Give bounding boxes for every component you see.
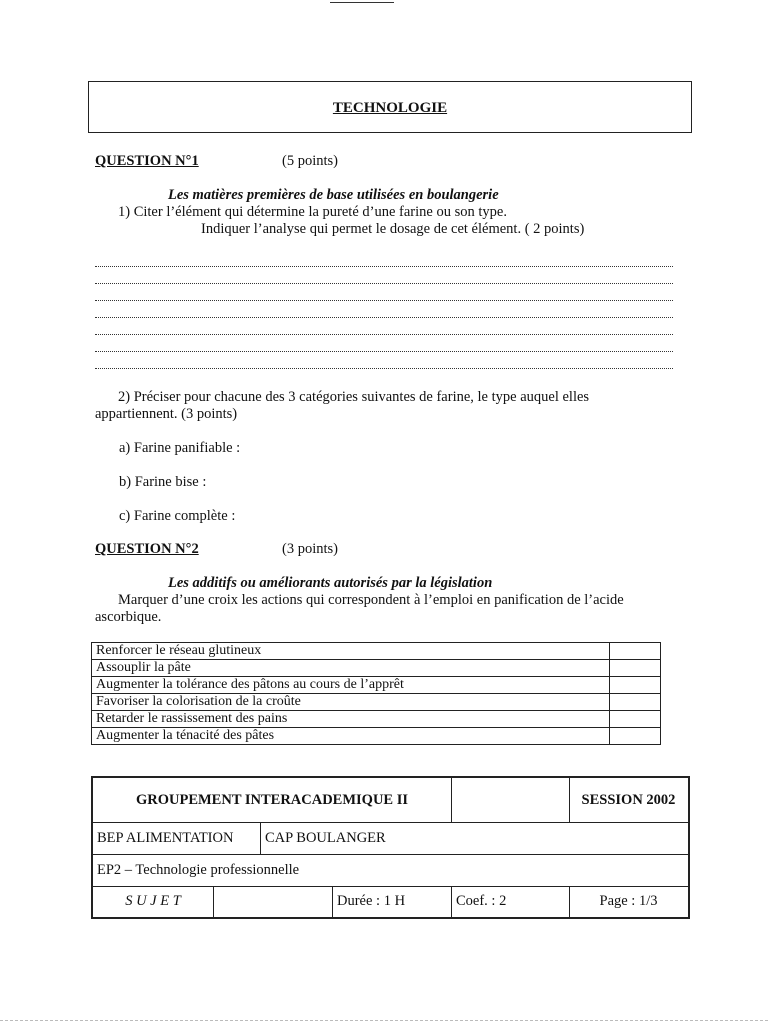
table-row — [92, 711, 661, 728]
answer-line — [95, 309, 673, 318]
exam-name-2: CAP BOULANGER — [265, 830, 386, 846]
table-row — [92, 728, 661, 745]
answer-line — [95, 343, 673, 352]
checkbox-cell[interactable] — [610, 711, 661, 728]
exam-name-1: BEP ALIMENTATION — [97, 830, 234, 846]
sujet-label: S U J E T — [125, 893, 181, 909]
question-1-item-2-line-2: appartiennent. (3 points) — [95, 406, 238, 422]
footer-row-1 — [93, 778, 688, 823]
table-row — [92, 643, 661, 660]
table-row — [92, 677, 661, 694]
table-row — [92, 660, 661, 677]
question-1-item-2-line-1: 2) Préciser pour chacune des 3 catégories suivantes de farine, le type auquel elles — [118, 389, 590, 405]
answer-line — [95, 275, 673, 284]
checkbox-cell[interactable] — [610, 694, 661, 711]
page-number: Page : 1/3 — [599, 893, 658, 909]
checkbox-cell[interactable] — [610, 660, 661, 677]
question-1-item-1-line-2: Indiquer l’analyse qui permet le dosage de cet élément. ( 2 points) — [201, 221, 585, 237]
question-2-label: QUESTION N°2 — [95, 541, 199, 557]
session-label: SESSION 2002 — [581, 792, 676, 808]
question-1-points: (5 points) — [282, 153, 338, 169]
checkbox-cell[interactable] — [610, 728, 661, 745]
answer-line — [95, 326, 673, 335]
page-title: TECHNOLOGIE — [332, 100, 448, 116]
checkbox-cell[interactable] — [610, 643, 661, 660]
duration: Durée : 1 H — [337, 893, 406, 909]
subject-name: EP2 – Technologie professionnelle — [97, 862, 300, 878]
action-label: Augmenter la tolérance des pâtons au cours de l’apprêt — [92, 677, 610, 694]
org-name: GROUPEMENT INTERACADEMIQUE II — [135, 792, 409, 808]
answer-line — [95, 360, 673, 369]
footer-row-3 — [93, 854, 688, 887]
title-box — [88, 81, 692, 133]
action-label: Renforcer le réseau glutineux — [92, 643, 610, 660]
question-1-item-1-line-1: 1) Citer l’élément qui détermine la pureté d’une farine ou son type. — [118, 204, 507, 220]
table-row — [92, 694, 661, 711]
coefficient: Coef. : 2 — [456, 893, 507, 909]
question-1-label: QUESTION N°1 — [95, 153, 199, 169]
checkbox-cell[interactable] — [610, 677, 661, 694]
question-2-instruction-line-2: ascorbique. — [95, 609, 162, 625]
question-2-subtitle: Les additifs ou améliorants autorisés par la législation — [168, 575, 493, 591]
flour-category-c: c) Farine complète : — [119, 508, 236, 524]
action-label: Favoriser la colorisation de la croûte — [92, 694, 610, 711]
action-label: Assouplir la pâte — [92, 660, 610, 677]
question-2-points: (3 points) — [282, 541, 338, 557]
scan-edge — [0, 1020, 768, 1021]
question-1-subtitle: Les matières premières de base utilisées en boulangerie — [168, 187, 499, 203]
answer-line — [95, 258, 673, 267]
question-2-instruction-line-1: Marquer d’une croix les actions qui correspondent à l’emploi en panification de l’acide — [118, 592, 624, 608]
action-label: Retarder le rassissement des pains — [92, 711, 610, 728]
action-label: Augmenter la ténacité des pâtes — [92, 728, 610, 745]
flour-category-b: b) Farine bise : — [119, 474, 207, 490]
flour-category-a: a) Farine panifiable : — [119, 440, 241, 456]
answer-line — [95, 292, 673, 301]
top-rule — [330, 2, 394, 3]
ascorbic-acid-table — [91, 642, 661, 745]
footer-row-2 — [93, 822, 688, 855]
footer-row-4 — [93, 886, 688, 917]
exam-info-box — [91, 776, 690, 919]
